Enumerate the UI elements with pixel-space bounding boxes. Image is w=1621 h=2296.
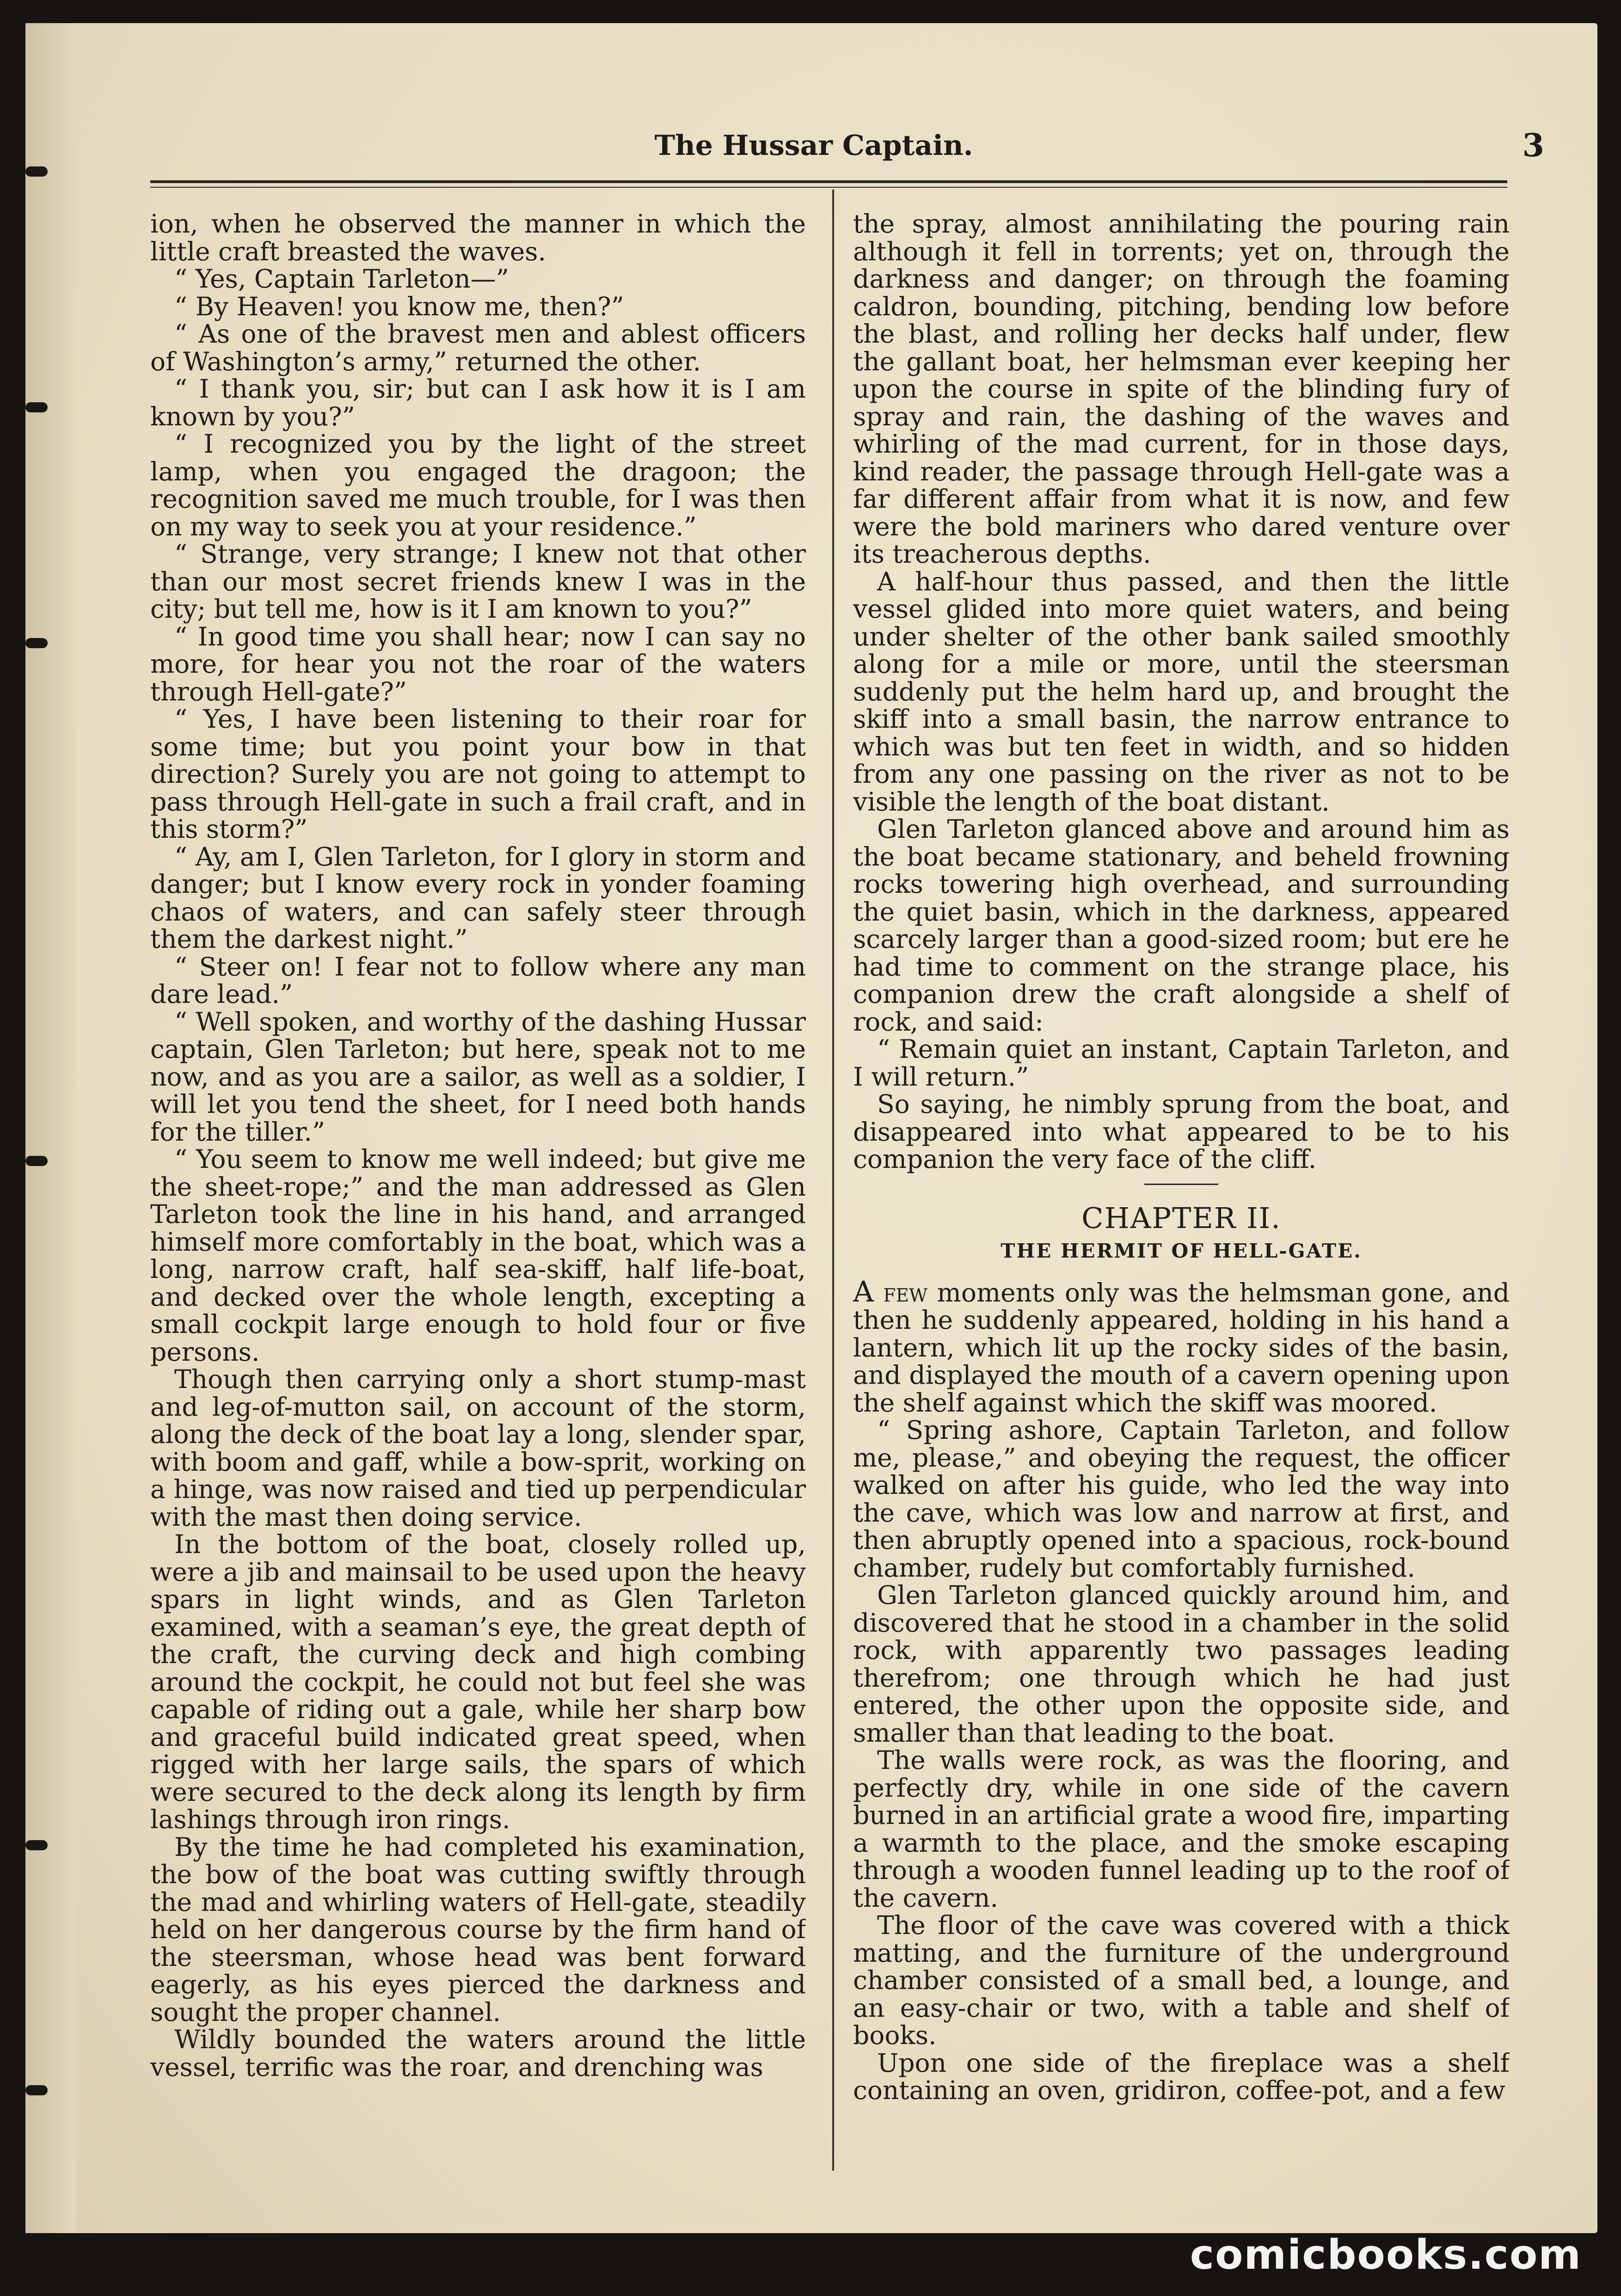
- paragraph: “ Steer on! I fear not to follow where any man dare lead.”: [150, 952, 806, 1009]
- paragraph: Wildly bounded the waters around the little vessel, terrific was the roar, and drenching was: [150, 2025, 806, 2082]
- paragraph: “ You seem to know me well indeed; but give me the sheet-rope;” and the man addressed as Glen Tarleton took the line in his hand, and arranged himself more comfortably in the boat, which was a long, narrow craft, half sea-skiff, half life-boat, and decked over the whole length, excepting a small cockpit large enough to hold four or five persons.: [150, 1144, 806, 1367]
- paragraph: By the time he had completed his examination, the bow of the boat was cutting swiftly through the mad and whirling waters of Hell-gate, steadily held on her dangerous course by the firm hand of the steersman, whose head was bent forward eagerly, as his eyes pierced the darkness and sought the proper channel.: [150, 1832, 806, 2027]
- paragraph: Glen Tarleton glanced above and around him as the boat became stationary, and beheld frowning rocks towering high overhead, and surrounding the quiet basin, which in the darkness, appeared scarcely larger than a good-sized room; but ere he had time to comment on the strange place, his companion drew the craft alongside a shelf of rock, and said:: [853, 814, 1510, 1037]
- magazine-page: [25, 23, 1597, 2233]
- right-column: [853, 210, 1510, 2175]
- paragraph: “ Yes, Captain Tarleton—”: [174, 264, 509, 294]
- binding-stitch: [25, 1840, 48, 1850]
- smallcaps-lead: few: [883, 1277, 928, 1308]
- binding-stitch: [25, 166, 48, 177]
- paragraph: So saying, he nimbly sprung from the boat, and disappeared into what appeared to be to his companion the very face of the cliff.: [853, 1089, 1510, 1174]
- paragraph: Though then carrying only a short stump-mast and leg-of-mutton sail, on account of the storm, along the deck of the boat lay a long, slender spar, with boom and gaff, while a bow-sprit, working on a hinge, was now raised and tied up perpendicular with the mast then doing service.: [150, 1364, 806, 1532]
- column-divider: [832, 190, 834, 2171]
- left-column: [150, 210, 806, 2175]
- paragraph: Glen Tarleton glanced quickly around him, and discovered that he stood in a chamber in the solid rock, with apparently two passages leading therefrom; one through which he had just entered, the other upon the opposite side, and smaller than that leading to the boat.: [853, 1580, 1510, 1748]
- paragraph: “ Spring ashore, Captain Tarleton, and follow me, please,” and obeying the request, the officer walked on after his guide, who led the way into the cave, which was low and narrow at first, and then abruptly opened into a spacious, rock-bound chamber, rudely but comfortably furnished.: [853, 1415, 1510, 1583]
- paragraph: Upon one side of the fireplace was a shelf containing an oven, gridiron, coffee-pot, and a few: [853, 2048, 1510, 2105]
- paragraph: A half-hour thus passed, and then the little vessel glided into more quiet waters, and being under shelter of the other bank sailed smoothly along for a mile or more, until the steersman suddenly put the helm hard up, and brought the skiff into a small basin, the narrow entrance to which was but ten feet in width, and so hidden from any one passing on the river as not to be visible the length of the boat distant.: [853, 566, 1510, 816]
- paragraph: The floor of the cave was covered with a thick matting, and the furniture of the underground chamber consisted of a small bed, a lounge, and an easy-chair or two, with a table and shelf of books.: [853, 1910, 1510, 2050]
- chapter-heading: CHAPTER II.: [1081, 1201, 1281, 1235]
- chapter-opening-paragraph: [853, 1274, 1510, 1418]
- running-header-title: The Hussar Captain.: [654, 129, 973, 162]
- paragraph: “ As one of the bravest men and ablest officers of Washington’s army,” returned the other.: [150, 319, 806, 376]
- paragraph: “ By Heaven! you know me, then?”: [174, 291, 624, 321]
- binding-stitch: [25, 638, 48, 648]
- paragraph: “ Remain quiet an instant, Captain Tarleton, and I will return.”: [853, 1034, 1510, 1092]
- paragraph: In the bottom of the boat, closely rolled up, were a jib and mainsail to be used upon the heavy spars in light winds, and as Glen Tarleton examined, with a seaman’s eye, the great depth of the craft, the curving deck and high combing around the cockpit, he could not but feel she was capable of riding out a gale, while her sharp bow and graceful build indicated great speed, when rigged with her large sails, the spars of which were secured to the deck along its length by firm lashings through iron rings.: [150, 1529, 806, 1834]
- binding-stitch: [25, 402, 48, 412]
- paragraph: “ Well spoken, and worthy of the dashing Hussar captain, Glen Tarleton; but here, speak not to me now, and as you are a sailor, as well as a soldier, I will let you tend the sheet, for I need both hands for the tiller.”: [150, 1007, 806, 1147]
- header-rule: [150, 180, 1507, 188]
- binding-spine: [25, 23, 76, 2233]
- paragraph: ion, when he observed the manner in which the little craft breasted the waves.: [150, 210, 806, 266]
- paragraph: the spray, almost annihilating the pouring rain although it fell in torrents; yet on, through the darkness and danger; on through the foaming caldron, bounding, pitching, bending low before the blast, and rolling her decks half under, flew the gallant boat, her helmsman ever keeping her upon the course in spite of the blinding fury of spray and rain, the dashing of the waves and whirling of the mad current, for in those days, kind reader, the passage through Hell-gate was a far different affair from what it is now, and few were the bold mariners who dared venture over its treacherous depths.: [853, 210, 1510, 569]
- chapter-subtitle: THE HERMIT OF HELL-GATE.: [1001, 1240, 1362, 1262]
- paragraph: “ I thank you, sir; but can I ask how it is I am known by you?”: [150, 374, 806, 431]
- page-number: 3: [1522, 127, 1544, 164]
- binding-stitch: [25, 2085, 48, 2095]
- drop-cap: A: [853, 1274, 874, 1308]
- paragraph: “ In good time you shall hear; now I can say no more, for hear you not the roar of the waters through Hell-gate?”: [150, 621, 806, 706]
- binding-stitch: [25, 1156, 48, 1166]
- paragraph: “ Ay, am I, Glen Tarleton, for I glory in storm and danger; but I know every rock in yonder foaming chaos of waters, and can safely steer through them the darkest night.”: [150, 841, 806, 954]
- paragraph: “ Strange, very strange; I knew not that other than our most secret friends knew I was in the city; but tell me, how is it I am known to you?”: [150, 539, 806, 624]
- paragraph-text: moments only was the helmsman gone, and then he suddenly appeared, holding in his hand a lantern, which lit up the rocky sides of the basin, and displayed the mouth of a cavern opening upon the shelf against which the skiff was moored.: [853, 1277, 1510, 1418]
- paragraph: The walls were rock, as was the flooring, and perfectly dry, while in one side of the cavern burned in an artificial grate a wood fire, imparting a warmth to the place, and the smoke escaping through a wooden funnel leading up to the roof of the cavern.: [853, 1745, 1510, 1913]
- chapter-separator-rule: [1144, 1184, 1218, 1185]
- paragraph: “ I recognized you by the light of the street lamp, when you engaged the dragoon; the recognition saved me much trouble, for I was then on my way to seek you at your residence.”: [150, 429, 806, 541]
- paragraph: “ Yes, I have been listening to their roar for some time; but you point your bow in that direction? Surely you are not going to attempt to pass through Hell-gate in such a frail craft, and in this storm?”: [150, 704, 806, 844]
- watermark-logo: comicbooks.com: [1190, 2231, 1582, 2278]
